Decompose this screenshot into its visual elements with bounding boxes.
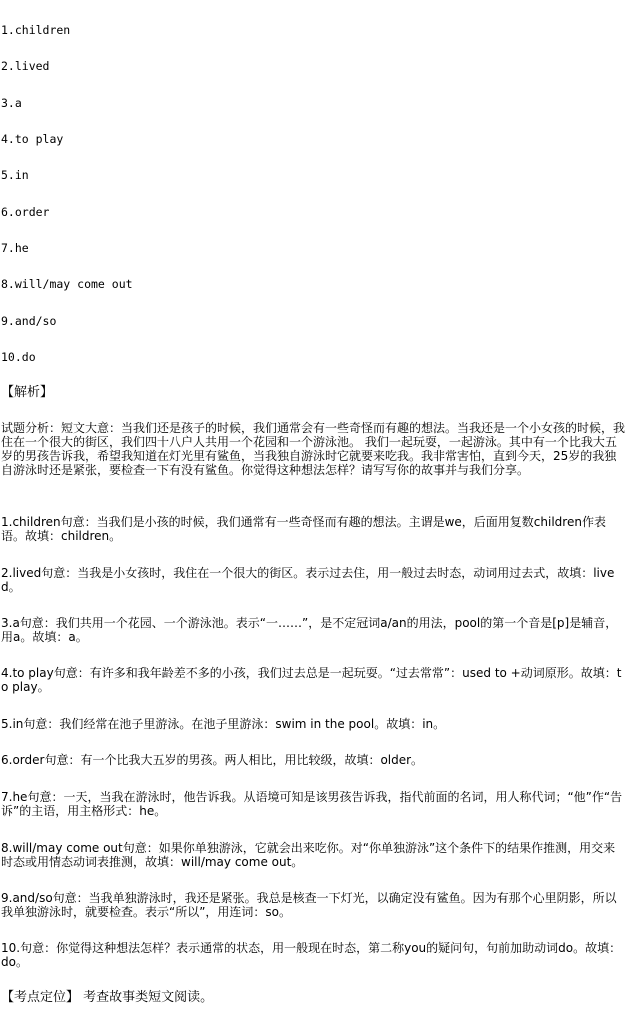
explanation-item: 2.lived句意：当我是小女孩时，我住在一个很大的街区。表示过去住，用一般过去时态，动词用过去式，故填：lived。 <box>1 566 615 594</box>
explanation-item: 7.he句意：一天，当我在游泳时，他告诉我。从语境可知是该男孩告诉我，指代前面的名词，用人称代词；“他”作“告诉”的主语，用主格形式：he。 <box>1 790 623 818</box>
answer-item: 10.do <box>1 350 36 364</box>
answer-item: 1.children <box>1 23 71 37</box>
answer-item: 7.he <box>1 241 29 255</box>
exam-point-note: 【考点定位】 考查故事类短文阅读。 <box>1 990 214 1005</box>
answer-item: 4.to play <box>1 132 64 146</box>
answer-item: 9.and/so <box>1 314 57 328</box>
explanation-item: 1.children句意：当我们是小孩的时候，我们通常有一些奇怪而有趣的想法。主谓是we，后面用复数children作表语。故填：children。 <box>1 515 606 543</box>
explanation-item: 6.order句意：有一个比我大五岁的男孩。两人相比，用比较级，故填：older。 <box>1 753 424 767</box>
answer-item: 3.a <box>1 96 22 110</box>
answer-item: 8.will/may come out <box>1 277 133 291</box>
explanation-item: 3.a句意：我们共用一个花园、一个游泳池。表示“一……”，是不定冠词a/an的用法，pool的第一个音是[p]是辅音，用a。故填：a。 <box>1 616 618 644</box>
explanation-item: 10.句意：你觉得这种想法怎样？表示通常的状态，用一般现在时态，第二称you的疑问句，句前加助动词do。故填：do。 <box>1 941 622 969</box>
explanation-item: 9.and/so句意：当我单独游泳时，我还是紧张。我总是核查一下灯光，以确定没有鲨鱼。因为有那个心里阴影，所以我单独游泳时，就要检查。表示“所以”，用连词：so。 <box>1 891 617 919</box>
explanation-item: 5.in句意：我们经常在池子里游泳。在池子里游泳：swim in the pool。故填：in。 <box>1 717 446 731</box>
explanation-item: 8.will/may come out句意：如果你单独游泳，它就会出来吃你。对“你单独游泳”这个条件下的结果作推测，用交来时态或用情态动词表推测，故填：will/may come out。 <box>1 841 616 869</box>
summary-paragraph: 试题分析：短文大意：当我们还是孩子的时候，我们通常会有一些奇怪而有趣的想法。当我还是一个小女孩的时候，我住在一个很大的街区，我们四十八户人共用一个花园和一个游泳池。 我们一起玩耍，一起游泳。其中有一个比我大五岁的男孩告诉我，希望我知道在灯光里有鲨鱼，当我独自游泳时它就要来吃我。我非常害怕，直到今天，25岁的我独自游泳时还是紧张，要检查一下有没有鲨鱼。你觉得这种想法怎样？请写写你的故事并与我们分享。 <box>1 421 626 477</box>
answer-item: 5.in <box>1 168 29 182</box>
analysis-heading: 【解析】 <box>1 385 54 400</box>
answer-item: 2.lived <box>1 59 50 73</box>
explanation-item: 4.to play句意：有许多和我年龄差不多的小孩，我们过去总是一起玩耍。“过去常常”：used to +动词原形。故填：to play。 <box>1 666 622 694</box>
answer-item: 6.order <box>1 205 50 219</box>
